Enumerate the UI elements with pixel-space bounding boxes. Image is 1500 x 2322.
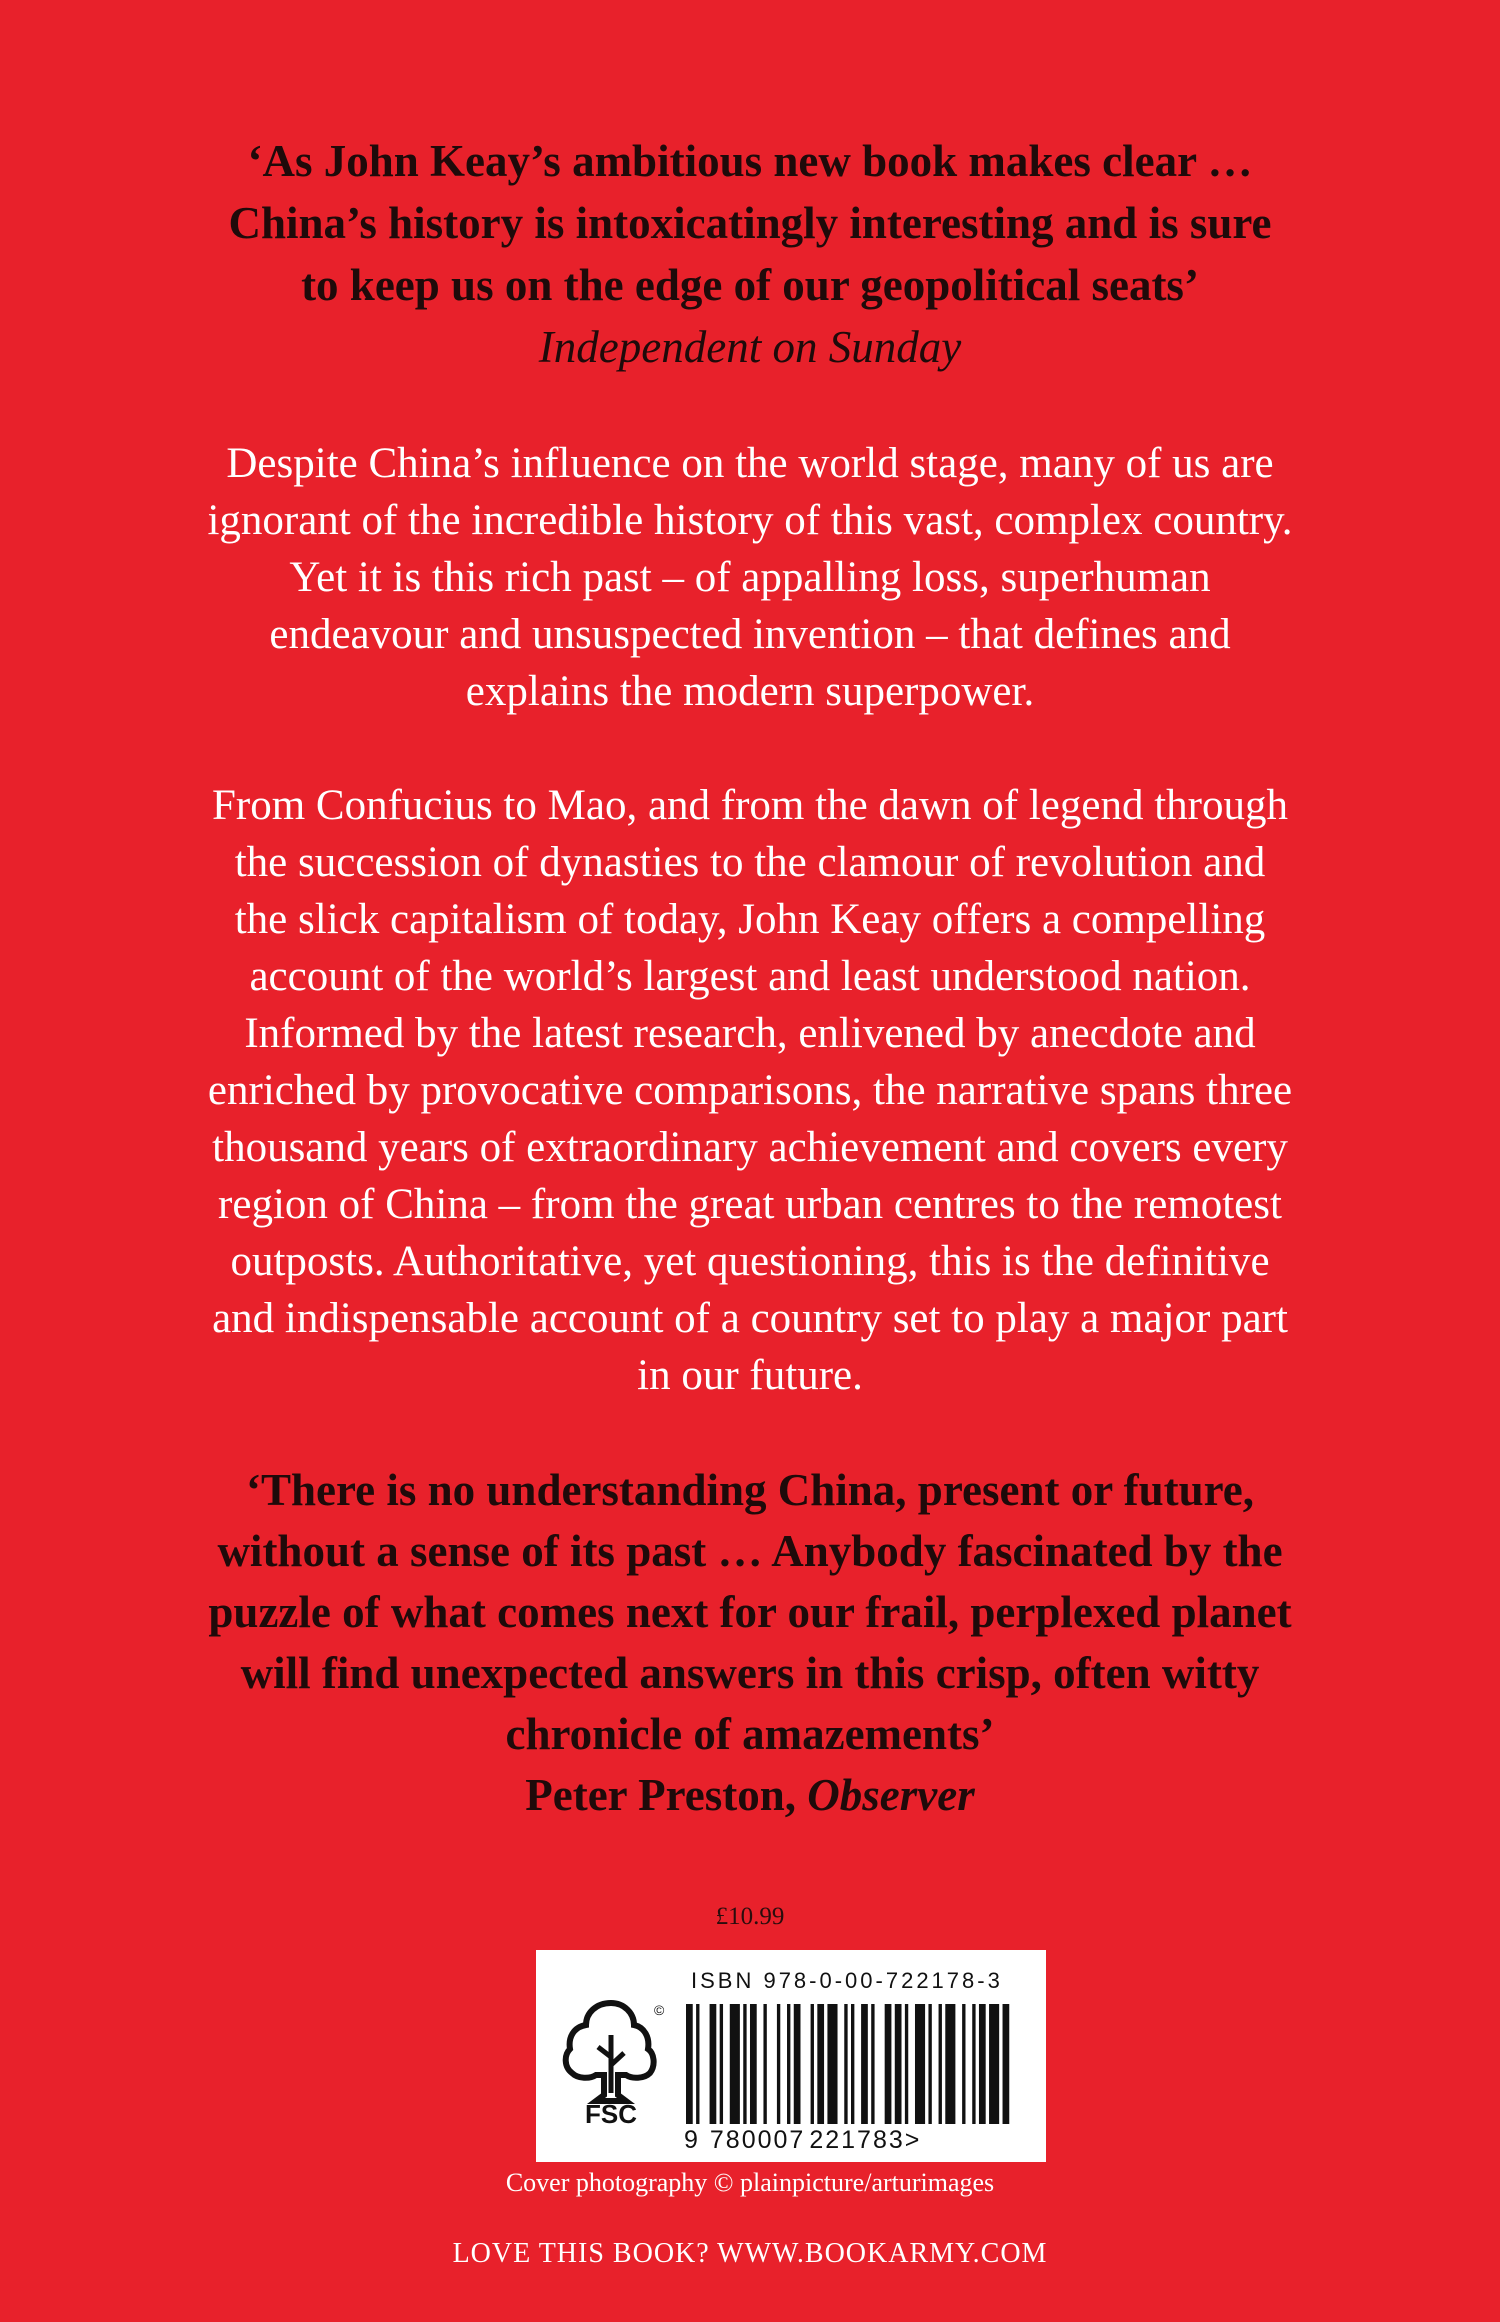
blurb-line: region of China – from the great urban centres to the remotest (218, 1181, 1282, 1228)
barcode-bar (730, 2004, 740, 2124)
blurb-line: ignorant of the incredible history of this vast, complex country. (207, 497, 1293, 544)
ean-first-digit: 9 (684, 2126, 698, 2154)
blurb-line: enriched by provocative comparisons, the narrative spans three (207, 1067, 1293, 1114)
barcode-bar (962, 2004, 965, 2124)
barcode-bar (817, 2004, 824, 2124)
blurb-line: the slick capitalism of today, John Keay offers a compelling (234, 896, 1266, 943)
barcode-bar (871, 2004, 874, 2124)
blurb-line: account of the world’s largest and least understood nation. (249, 953, 1251, 1000)
blurb-paragraph-2 (140, 777, 1360, 1404)
barcode-bar (989, 2004, 999, 2124)
barcode-bar (777, 2004, 780, 2124)
barcode-bar (895, 2004, 902, 2124)
barcode-bar (939, 2004, 942, 2124)
barcode-bar (945, 2004, 955, 2124)
barcode-bar (928, 2004, 931, 2124)
ean-group-2: 221783 (809, 2126, 905, 2154)
blurb-line: and indispensable account of a country set to play a major part (212, 1295, 1288, 1342)
review-quote-bottom (140, 1460, 1360, 1826)
fsc-tree-icon (556, 1995, 666, 2125)
barcode-bar (787, 2004, 790, 2124)
barcode-bar (905, 2004, 908, 2124)
price-label: £10.99 (715, 1903, 785, 1930)
fsc-registered-mark: © (654, 2002, 665, 2018)
blurb-line: Despite China’s influence on the world stage, many of us are (226, 440, 1274, 487)
barcode-bar (696, 2004, 699, 2124)
quote-line: chronicle of amazements’ (505, 1709, 995, 1759)
ean-group-1: 780007 (709, 2126, 806, 2154)
quote-publication: Observer (807, 1770, 975, 1820)
barcode-bar (743, 2004, 746, 2124)
barcode-bar (844, 2004, 847, 2124)
barcode-bar (915, 2004, 925, 2124)
quote-line: will find unexpected answers in this crisp, often witty (240, 1648, 1260, 1698)
quote-attribution (140, 1765, 1360, 1826)
quote-line: China’s history is intoxicatingly interesting and is sure (228, 198, 1272, 248)
ean-tail: > (904, 2126, 920, 2154)
barcode-bar (1003, 2004, 1010, 2124)
barcode-bar (720, 2004, 723, 2124)
ean-digits (684, 2126, 1044, 2155)
isbn-text: ISBN 978-0-00-722178-3 (691, 1968, 1003, 1993)
fsc-label: FSC (585, 2099, 637, 2125)
barcode-panel (536, 1950, 1046, 2162)
blurb-paragraph-1 (140, 435, 1360, 720)
blurb-line: Informed by the latest research, enlivened by anecdote and (244, 1010, 1256, 1057)
blurb-line: the succession of dynasties to the clamour of revolution and (234, 839, 1266, 886)
barcode-bar (710, 2004, 717, 2124)
blurb-line: From Confucius to Mao, and from the dawn of legend through (211, 782, 1288, 829)
blurb-line: in our future. (637, 1352, 863, 1399)
barcode-bars (686, 2004, 1016, 2124)
blurb-line: Yet it is this rich past – of appalling loss, superhuman (289, 554, 1211, 601)
blurb-line: outposts. Authoritative, yet questioning, this is the definitive (230, 1238, 1270, 1285)
quote-line: to keep us on the edge of our geopolitical seats’ (301, 260, 1199, 310)
barcode-bar (763, 2004, 766, 2124)
cover-credit: Cover photography © plainpicture/arturimages (505, 2168, 995, 2197)
quote-source: Independent on Sunday (538, 322, 962, 372)
barcode-bar (885, 2004, 892, 2124)
website-footer: LOVE THIS BOOK? WWW.BOOKARMY.COM (452, 2238, 1048, 2269)
quote-line: puzzle of what comes next for our frail, perplexed planet (208, 1587, 1292, 1637)
blurb-line: thousand years of extraordinary achievement and covers every (212, 1124, 1288, 1171)
barcode-bar (979, 2004, 986, 2124)
barcode-bar (794, 2004, 801, 2124)
quote-line: ‘There is no understanding China, present or future, (245, 1465, 1255, 1515)
blurb-line: explains the modern superpower. (465, 668, 1035, 715)
barcode-bar (686, 2004, 693, 2124)
quote-author: Peter Preston, (525, 1770, 796, 1820)
review-quote-top (140, 130, 1360, 378)
blurb-line: endeavour and unsuspected invention – that defines and (269, 611, 1231, 658)
barcode-bar (861, 2004, 868, 2124)
barcode-bar (972, 2004, 975, 2124)
barcode-bar (827, 2004, 837, 2124)
quote-line: ‘As John Keay’s ambitious new book makes clear … (247, 136, 1253, 186)
barcode-bar (750, 2004, 757, 2124)
quote-line: without a sense of its past … Anybody fascinated by the (217, 1526, 1283, 1576)
barcode-bar (811, 2004, 814, 2124)
barcode-bar (851, 2004, 854, 2124)
